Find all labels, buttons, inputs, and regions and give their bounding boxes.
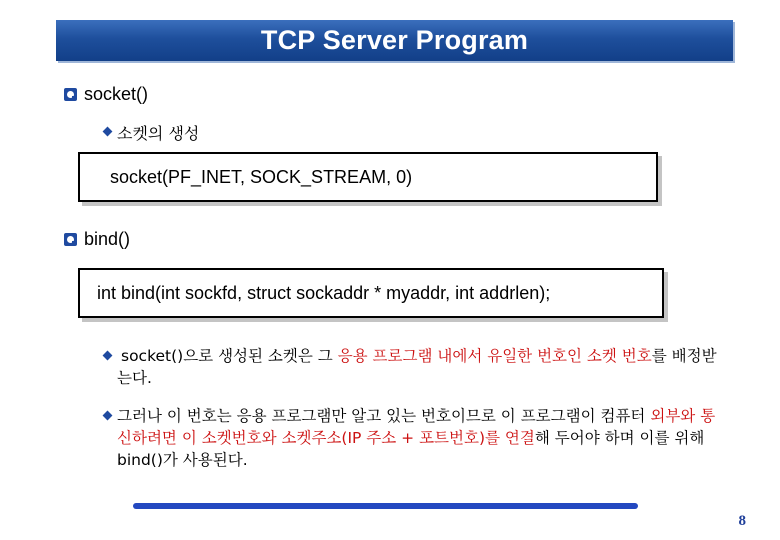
bind-code: int bind(int sockfd, struct sockaddr * myaddr, int addrlen); — [97, 282, 551, 303]
socket-subtitle: 소켓의 생성 — [117, 124, 200, 143]
checkbox-bullet-icon — [64, 233, 77, 246]
title-bar — [56, 20, 733, 61]
note-highlight: 외부와 통신하려면 이 소켓번호와 소켓주소(IP 주소 + 포트번호)를 연결 — [117, 407, 716, 447]
diamond-bullet-icon — [103, 411, 113, 421]
socket-code: socket(PF_INET, SOCK_STREAM, 0) — [110, 166, 413, 187]
note-text: 해 두어야 하며 이를 위해 bind()가 사용된다. — [117, 429, 705, 469]
socket-heading: socket() — [84, 84, 149, 104]
slide-title: TCP Server Program — [260, 25, 529, 55]
note-bind-purpose — [117, 405, 717, 471]
bind-heading: bind() — [84, 229, 131, 249]
note-text: 를 배정받는다. — [117, 347, 717, 387]
diamond-bullet-icon — [103, 351, 113, 361]
note-text: socket()으로 생성된 소켓은 그 — [121, 347, 338, 365]
note-text: 그러나 이 번호는 응용 프로그램만 알고 있는 번호이므로 이 프로그램이 컴퓨터 — [117, 407, 651, 425]
diamond-bullet-icon — [103, 127, 113, 137]
socket-code-box — [78, 152, 658, 202]
bind-code-box — [78, 268, 664, 318]
checkbox-bullet-icon — [64, 88, 77, 101]
note-highlight: 응용 프로그램 내에서 유일한 번호인 소켓 번호 — [337, 347, 652, 365]
page-number: 8 — [738, 513, 746, 529]
note-socket-number — [117, 345, 717, 389]
bottom-divider-bar — [133, 503, 638, 509]
